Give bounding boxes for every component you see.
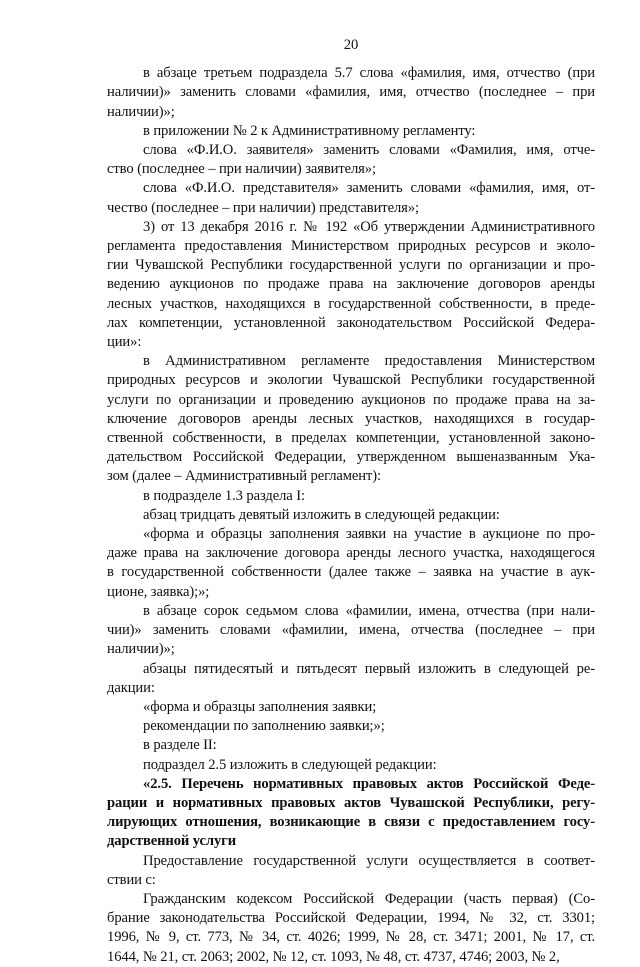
paragraph [107,64,595,122]
text-line: слова «Ф.И.О. представителя» заменить словами «фамилия, имя, от- [143,180,595,197]
text-line: в государственной собственности (далее также – заявка на участие в аук- [107,564,595,581]
paragraph [107,218,595,352]
text-line: абзац тридцать девятый изложить в следующей редакции: [143,506,500,523]
text-line: ции»: [107,334,142,351]
text-line: в Административном регламенте предоставления Министерством [143,353,595,370]
text-line: 3) от 13 декабря 2016 г. № 192 «Об утверждении Административного [143,218,595,235]
section-heading [107,775,595,852]
text-line: лах компетенции, установленной законодательством Российской Федера- [107,314,595,331]
text-line: слова «Ф.И.О. заявителя» заменить словами «Фамилия, имя, отче- [143,142,595,159]
text-line: ствии с: [107,871,156,888]
paragraph [107,756,595,775]
text-line: ственной собственности, в пределах компетенции, установленной законо- [107,430,595,447]
text-line: рекомендации по заполнению заявки;»; [143,718,385,735]
text-line: ционе, заявка);»; [107,583,210,600]
text-line: лирующих отношения, возникающие в связи с предоставлением госу- [107,814,595,831]
paragraph [107,179,595,217]
paragraph [107,487,595,506]
paragraph [107,122,595,141]
text-line: в подразделе 1.3 раздела I: [143,487,305,504]
text-line: природных ресурсов и экологии Чувашской Республики государственной [107,372,595,389]
text-line: рации и нормативных правовых актов Чувашской Республики, регу- [107,794,595,811]
text-line: в разделе II: [143,737,217,754]
text-line: «форма и образцы заполнения заявки; [143,698,377,715]
text-line: ведению аукционов по продаже права на заключение договоров аренды [107,276,595,293]
text-line: Предоставление государственной услуги осуществляется в соответ- [143,852,595,869]
text-line: «форма и образцы заполнения заявки на участие в аукционе по про- [143,526,595,543]
document-body [107,64,595,967]
paragraph [107,506,595,525]
text-line: брание законодательства Российской Федерации, 1994, № 32, ст. 3301; [107,910,595,927]
text-line: чии)» заменить словами «фамилии, имена, отчества (последнее – при [107,622,595,639]
text-line: гии Чувашской Республики государственной услуги по организации и про- [107,257,595,274]
text-line: лесных участков, находящихся в государственной собственности, в преде- [107,295,595,312]
paragraph [107,736,595,755]
text-line: в абзаце сорок седьмом слова «фамилии, имена, отчества (при нали- [143,602,595,619]
text-line: регламента предоставления Министерством природных ресурсов и эколо- [107,238,595,255]
text-line: 1644, № 21, ст. 2063; 2002, № 12, ст. 1093, № 48, ст. 4737, 4746; 2003, № 2, [107,948,560,965]
text-line: подраздел 2.5 изложить в следующей редакции: [143,756,437,773]
text-line: ключение договоров аренды лесных участков, находящихся в государ- [107,410,595,427]
paragraph [107,660,595,698]
text-line: наличии)» заменить словами «фамилия, имя, отчество (последнее – при [107,84,595,101]
text-line: зом (далее – Административный регламент): [107,468,382,485]
text-line: дательством Российской Федерации, утвержденном вышеназванным Ука- [107,449,595,466]
text-line: в приложении № 2 к Административному регламенту: [143,122,476,139]
paragraph [107,717,595,736]
paragraph [107,525,595,602]
text-line: дарственной услуги [107,833,237,850]
paragraph [107,602,595,660]
text-line: абзацы пятидесятый и пятьдесят первый изложить в следующей ре- [143,660,595,677]
text-line: даже права на заключение договора аренды лесного участка, находящегося [107,545,595,562]
paragraph [107,852,595,890]
text-line: услуги по организации и проведению аукционов по продаже права на за- [107,391,595,408]
page-number: 20 [343,37,359,53]
text-line: Гражданским кодексом Российской Федерации (часть первая) (Со- [143,890,595,907]
paragraph [107,890,595,967]
paragraph [107,352,595,486]
paragraph [107,141,595,179]
text-line: ство (последнее – при наличии) заявителя»; [107,161,376,178]
paragraph [107,698,595,717]
text-line: дакции: [107,679,155,696]
text-line: наличии)»; [107,103,175,120]
text-line: 1996, № 9, ст. 773, № 34, ст. 4026; 1999, № 28, ст. 3471; 2001, № 17, ст. [107,929,595,946]
text-line: наличии)»; [107,641,175,658]
text-line: чество (последнее – при наличии) представителя»; [107,199,419,216]
text-line: «2.5. Перечень нормативных правовых актов Российской Феде- [143,775,595,792]
document-page [107,36,595,967]
text-line: в абзаце третьем подраздела 5.7 слова «фамилия, имя, отчество (при [143,65,595,82]
